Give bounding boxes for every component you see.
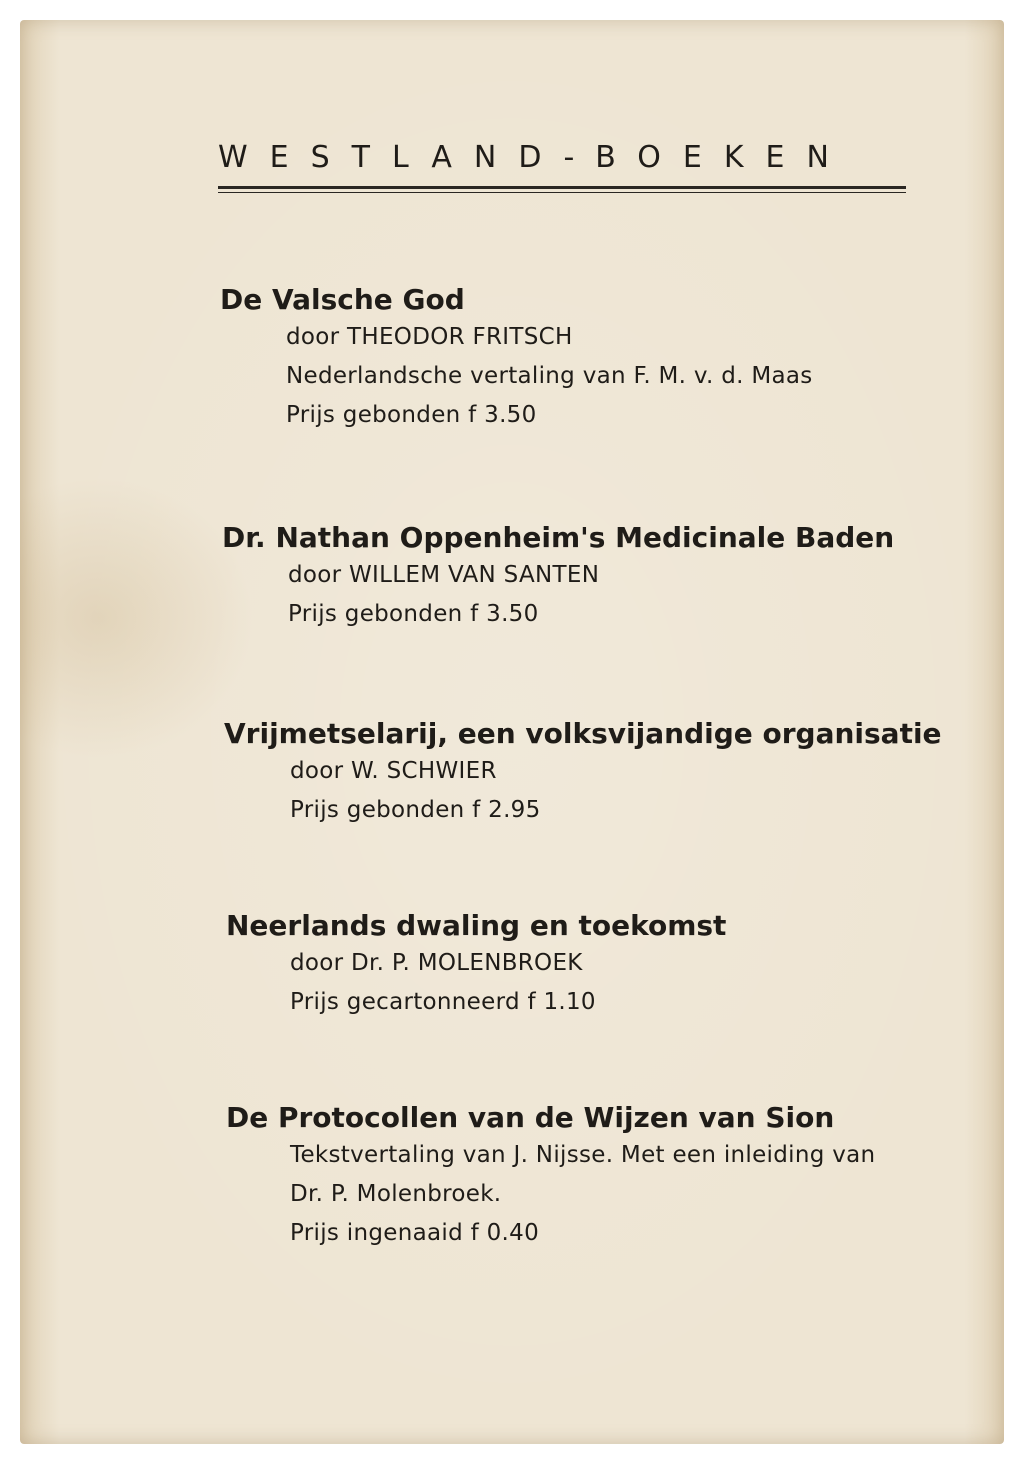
book-author: door WILLEM VAN SANTEN — [288, 562, 600, 588]
book-author: door Dr. P. MOLENBROEK — [290, 950, 583, 976]
book-author: door W. SCHWIER — [290, 758, 497, 784]
book-title: De Valsche God — [220, 283, 465, 316]
book-entry-valsche-god — [20, 282, 1004, 435]
book-price: Prijs gecartonneerd f 1.10 — [290, 989, 596, 1015]
book-price: Prijs gebonden f 3.50 — [286, 402, 537, 428]
header-rule-thick — [218, 186, 906, 189]
book-title: De Protocollen van de Wijzen van Sion — [226, 1101, 835, 1134]
book-price: Prijs gebonden f 3.50 — [288, 601, 539, 627]
book-title: Vrijmetselarij, een volksvijandige organisatie — [224, 717, 942, 750]
header-rule-thin — [218, 192, 906, 193]
book-price: Prijs gebonden f 2.95 — [290, 797, 541, 823]
book-description: Tekstvertaling van J. Nijsse. Met een inleiding van — [290, 1142, 876, 1168]
book-back-cover — [20, 20, 1004, 1444]
book-author: door THEODOR FRITSCH — [286, 324, 573, 350]
book-entry-medicinale-baden — [20, 520, 1004, 634]
book-title: Dr. Nathan Oppenheim's Medicinale Baden — [222, 521, 895, 554]
book-translation: Nederlandsche vertaling van F. M. v. d. Maas — [286, 363, 813, 389]
book-entry-neerlands-dwaling — [20, 908, 1004, 1022]
book-price: Prijs ingenaaid f 0.40 — [290, 1220, 539, 1246]
book-entry-protocollen — [20, 1100, 1004, 1253]
book-entry-vrijmetselarij — [20, 716, 1004, 830]
book-title: Neerlands dwaling en toekomst — [226, 909, 727, 942]
publisher-title: WESTLAND-BOEKEN — [218, 140, 851, 175]
publisher-header — [218, 138, 906, 193]
book-introduction: Dr. P. Molenbroek. — [290, 1181, 502, 1207]
